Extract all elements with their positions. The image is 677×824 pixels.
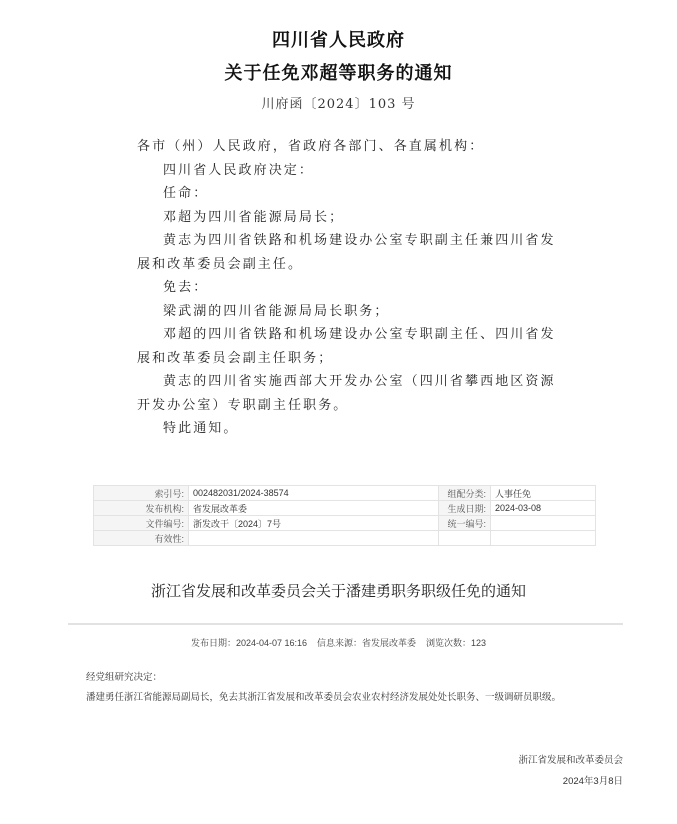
- zhejiang-notice-title: 浙江省发展和改革委员会关于潘建勇职务职级任免的通知: [150, 583, 526, 600]
- signature-date: 2024年3月8日: [562, 776, 623, 787]
- validity-value: [189, 531, 439, 546]
- table-row: [94, 501, 596, 516]
- body-paragraph: 免去：: [163, 280, 209, 295]
- category-value: 人事任免: [491, 486, 596, 501]
- view-count: 浏览次数：123: [426, 638, 487, 648]
- signature: 浙江省发展和改革委员会: [518, 755, 623, 766]
- table-row: [94, 516, 596, 531]
- body-paragraph: 邓超的四川省铁路和机场建设办公室专职副主任、四川省发展和改革委员会副主任职务；: [137, 327, 556, 366]
- body-paragraph: 黄志为四川省铁路和机场建设办公室专职副主任兼四川省发展和改革委员会副主任。: [137, 233, 556, 272]
- closing-line: 特此通知。: [163, 421, 239, 436]
- index-label: 索引号:: [94, 486, 189, 501]
- notice-title: 关于任免邓超等职务的通知: [224, 63, 453, 84]
- empty-cell: [439, 531, 491, 546]
- notice-body: [137, 135, 557, 441]
- body-paragraph: 四川省人民政府决定：: [163, 162, 315, 178]
- body-paragraph: 梁武湖的四川省能源局局长职务；: [163, 303, 390, 319]
- docno-value: 浙发改干〔2024〕7号: [189, 516, 439, 531]
- salutation: 各市（州）人民政府，省政府各部门、各直属机构：: [137, 139, 485, 154]
- document-number: 川府函〔2024〕103 号: [261, 97, 416, 112]
- category-label: 组配分类:: [439, 486, 491, 501]
- body-paragraph: 任命：: [163, 186, 209, 201]
- publish-date: 发布日期：2024-04-07 16:16: [190, 638, 307, 648]
- body-paragraph: 邓超为四川省能源局局长；: [163, 209, 345, 225]
- unified-value: [491, 516, 596, 531]
- divider: [68, 623, 623, 625]
- appointment-content: 潘建勇任浙江省能源局副局长，免去其浙江省发展和改革委员会农业农村经济发展处处长职务、一级调研员职级。: [86, 692, 562, 703]
- publisher-value: 省发展改革委: [189, 501, 439, 516]
- table-row: [94, 531, 596, 546]
- validity-label: 有效性:: [94, 531, 189, 546]
- publisher-label: 发布机构:: [94, 501, 189, 516]
- empty-cell: [491, 531, 596, 546]
- decision-line: 经党组研究决定：: [86, 672, 163, 683]
- issuer-heading: 四川省人民政府: [272, 30, 405, 51]
- created-value: 2024-03-08: [491, 501, 596, 516]
- docno-label: 文件编号:: [94, 516, 189, 531]
- table-row: [94, 486, 596, 501]
- index-value: 002482031/2024-38574: [189, 486, 439, 501]
- unified-label: 统一编号:: [439, 516, 491, 531]
- metadata-table: [93, 485, 596, 546]
- info-source: 信息来源：省发展改革委: [317, 638, 417, 648]
- created-label: 生成日期:: [439, 501, 491, 516]
- body-paragraph: 黄志的四川省实施西部大开发办公室（四川省攀西地区资源开发办公室）专职副主任职务。: [137, 374, 556, 413]
- article-info: [0, 636, 677, 649]
